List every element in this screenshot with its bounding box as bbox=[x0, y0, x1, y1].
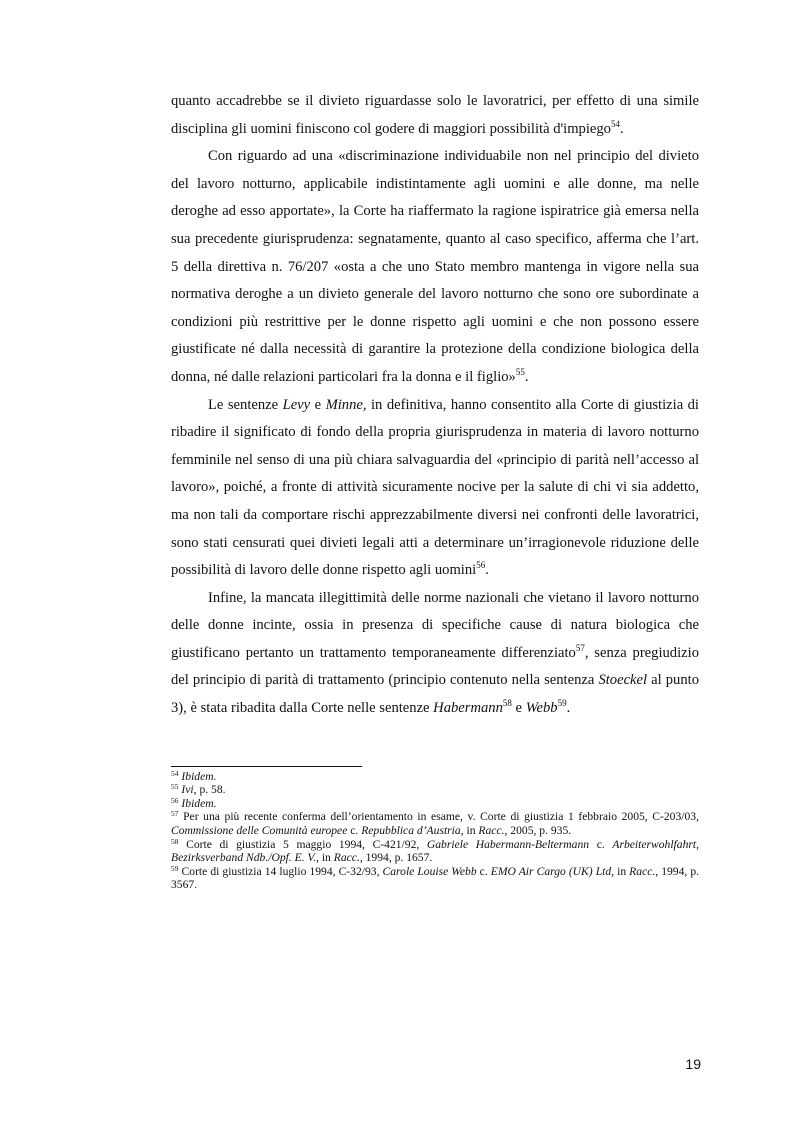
footnote-54 bbox=[171, 770, 699, 784]
paragraph-1 bbox=[171, 88, 699, 143]
italic-text: Ibidem. bbox=[181, 769, 217, 783]
text-segment: , senza pregiudizio del principio di parità di trattamento (principio contenuto nella sentenza bbox=[171, 644, 699, 689]
italic-text: EMO Air Cargo (UK) Ltd bbox=[490, 864, 612, 878]
text-segment: , in bbox=[460, 824, 479, 838]
text-segment: Le sentenze bbox=[208, 396, 283, 413]
text-segment: e bbox=[511, 700, 526, 717]
text-segment: Con riguardo ad una «discriminazione individuabile non nel principio del divieto del lavoro notturno, applicabile indistintamente agli uomini e alle donne, ma nelle deroghe ad esso apportate», la Corte ha riaffermato la ragione ispiratrice già emersa nella sua precedente giurisprudenza: segnatamente, quanto al caso specifico, afferma che l’art. 5 della direttiva n. 76/207 «osta a che uno Stato membro mantenga in vigore nella sua normativa deroghe a un divieto generale del lavoro notturno che sono ore subordinate a condizioni più restrittive per le donne rispetto agli uomini e che non possono essere giustificate né dalla necessità di garantire la protezione della condizione biologica della donna, né dalle relazioni particolari fra la donna e il figlio» bbox=[171, 148, 699, 385]
footnote-ref: 59 bbox=[171, 863, 179, 873]
text-segment: . bbox=[485, 562, 489, 579]
italic-text: Commissione delle Comunità europee bbox=[171, 824, 348, 838]
text-segment: c. bbox=[589, 837, 613, 851]
text-segment: quanto accadrebbe se il divieto riguardasse solo le lavoratrici, per effetto di una simile disciplina gli uomini finiscono col godere di maggiori possibilità d'impiego bbox=[171, 93, 699, 137]
italic-text: Carole Louise Webb bbox=[382, 864, 477, 878]
text-segment: c. bbox=[347, 824, 362, 838]
text-segment: . bbox=[566, 700, 571, 717]
footnote-ref: 56 bbox=[476, 560, 486, 571]
italic-text: Racc. bbox=[629, 864, 656, 878]
italic-text: Levy bbox=[282, 396, 311, 413]
italic-text: Racc. bbox=[478, 824, 505, 838]
page-number: 19 bbox=[685, 1056, 701, 1072]
footnote-58 bbox=[171, 838, 699, 865]
footnote-ref: 57 bbox=[171, 809, 179, 819]
paragraph-2 bbox=[171, 143, 699, 391]
footnote-ref: 55 bbox=[515, 366, 525, 377]
footnote-55 bbox=[171, 783, 699, 797]
text-segment: c. bbox=[476, 864, 491, 878]
text-segment: al punto 3), è stata ribadita dalla Corte nelle sentenze bbox=[171, 672, 700, 717]
text-segment: , 2005, p. 935. bbox=[504, 824, 572, 838]
paragraph-4 bbox=[171, 585, 699, 723]
italic-text: Webb bbox=[525, 700, 558, 717]
italic-text: Ivi bbox=[181, 783, 194, 797]
footnote-ref: 55 bbox=[171, 782, 179, 792]
text-segment: . bbox=[524, 368, 529, 385]
italic-text: Stoeckel bbox=[598, 672, 648, 689]
paragraph-3 bbox=[171, 392, 699, 585]
footnote-57 bbox=[171, 810, 699, 837]
footnote-ref: 54 bbox=[610, 118, 620, 129]
page-content bbox=[171, 88, 699, 892]
italic-text: Habermann bbox=[433, 700, 503, 717]
footnotes bbox=[171, 770, 699, 892]
italic-text: Repubblica d’Austria bbox=[361, 824, 461, 838]
footnote-ref: 57 bbox=[575, 642, 585, 653]
text-segment: , in definitiva, hanno consentito alla Corte di giustizia di ribadire il significato di fondo della propria giurisprudenza in materia di lavoro notturno femminile nel senso di una più chiara salvaguardia del «principio di parità nell’accesso al lavoro», poiché, a fronte di attività sicuramente nocive per la salute di chi vi sia addetto, ma non tali da comportare rischi apprezzabilmente diversi nei confronti delle lavoratrici, sono stati censurati quei divieti legali atti a determinare un’irragionevole riduzione delle possibilità di lavoro delle donne rispetto agli uomini bbox=[171, 396, 699, 579]
footnote-ref: 58 bbox=[502, 698, 512, 709]
italic-text: Racc. bbox=[333, 851, 360, 865]
text-segment: Corte di giustizia 5 maggio 1994, C-421/92, bbox=[178, 837, 427, 851]
footnote-ref: 56 bbox=[171, 795, 179, 805]
italic-text: Minne bbox=[325, 396, 363, 413]
text-segment: , in bbox=[316, 851, 334, 865]
footnote-56 bbox=[171, 797, 699, 811]
text-segment: , 1994, p. 1657. bbox=[359, 851, 433, 865]
text-segment: Per una più recente conferma dell’orientamento in esame, v. Corte di giustizia 1 febbraio 2005, C-203/03, bbox=[178, 810, 699, 824]
body-text bbox=[171, 88, 699, 723]
italic-text: Ibidem. bbox=[181, 796, 217, 810]
italic-text: Arbeiterwohlfahrt, Bezirksverband Ndb./Opf. E. V. bbox=[171, 837, 700, 865]
text-segment: . bbox=[619, 120, 624, 137]
footnote-59 bbox=[171, 865, 699, 892]
footnote-ref: 59 bbox=[557, 698, 567, 709]
footnote-ref: 54 bbox=[171, 768, 179, 778]
footnote-divider bbox=[171, 766, 362, 767]
text-segment: , p. 58. bbox=[193, 783, 226, 797]
italic-text: Gabriele Habermann-Beltermann bbox=[426, 837, 590, 851]
footnote-ref: 58 bbox=[171, 836, 179, 846]
text-segment: e bbox=[310, 396, 326, 413]
text-segment: , in bbox=[611, 864, 630, 878]
text-segment: , 1994, p. 3567. bbox=[171, 864, 700, 892]
text-segment: Corte di giustizia 14 luglio 1994, C-32/93, bbox=[178, 864, 383, 878]
text-segment: Infine, la mancata illegittimità delle norme nazionali che vietano il lavoro notturno delle donne incinte, ossia in presenza di specifiche cause di natura biologica che giustificano pertanto un trattamento temporaneamente differenziato bbox=[171, 589, 699, 661]
